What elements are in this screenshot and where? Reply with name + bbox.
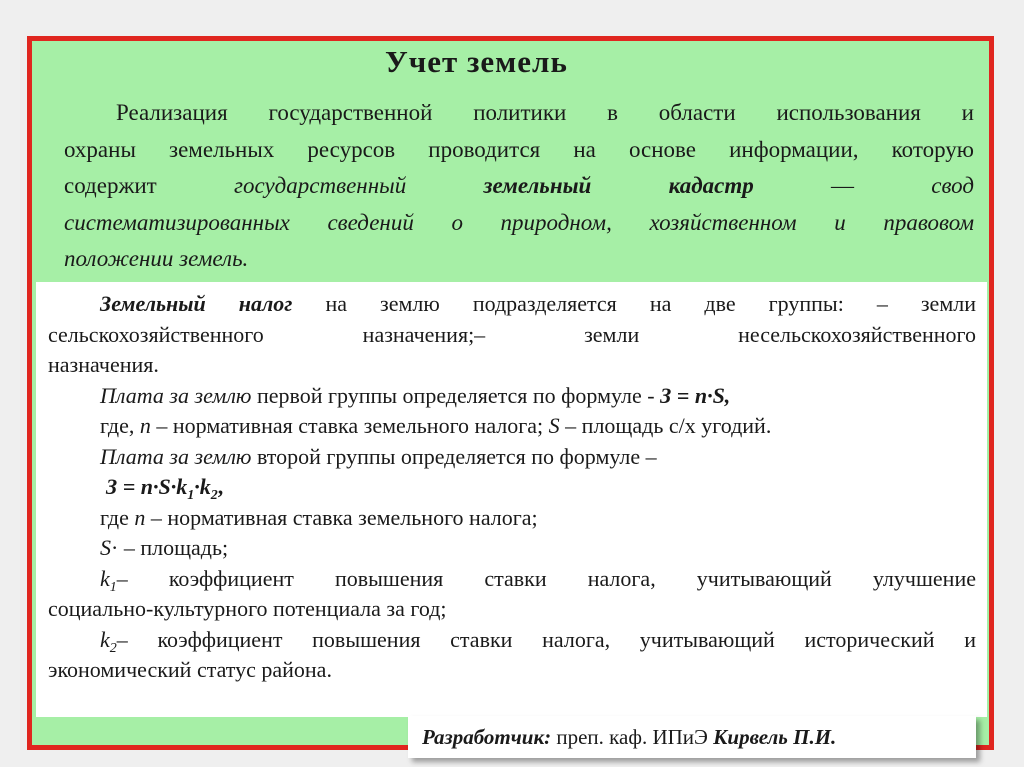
intro-line: систематизированных сведений о природном, хозяйственном и правовом <box>64 209 974 235</box>
intro-line: Реализация государственной политики в области использования и <box>116 100 974 125</box>
intro-line: охраны земельных ресурсов проводится на основе информации, которую <box>64 136 974 162</box>
tax-line: S· – площадь; <box>100 535 229 560</box>
intro-paragraph <box>64 95 974 278</box>
tax-line: где, n – нормативная ставка земельного налога; S – площадь с/х угодий. <box>100 413 772 438</box>
developer-credit: Разработчик: преп. каф. ИПиЭ Кирвель П.И. <box>408 716 976 758</box>
tax-line: социально-культурного потенциала за год; <box>48 596 447 621</box>
tax-line: Плата за землю первой группы определяется по формуле - З = n·S, <box>100 382 731 408</box>
formula-2: $З = n\cdot S\cdot k_1\cdot k_2$, <box>106 474 224 503</box>
tax-line: $k_1-$ коэффициент повышения ставки налога, учитывающий улучшение <box>100 565 976 595</box>
tax-line: где n – нормативная ставка земельного налога; <box>100 504 538 530</box>
slide-title: Учет земель <box>385 44 568 79</box>
intro-line: положении земель. <box>64 246 249 271</box>
tax-line: Земельный налог на землю подразделяется на две группы: – земли <box>100 291 976 316</box>
tax-line: Плата за землю второй группы определяется по формуле – <box>100 443 657 469</box>
tax-line: $k_2-$ коэффициент повышения ставки налога, учитывающий исторический и <box>100 626 976 656</box>
tax-line: сельскохозяйственного назначения;– земли несельскохозяйственного <box>48 321 976 347</box>
tax-line: назначения. <box>48 352 159 377</box>
tax-text <box>48 289 976 686</box>
intro-line: содержит государственный земельный кадастр — свод <box>64 173 975 198</box>
tax-line: экономический статус района. <box>48 657 332 682</box>
